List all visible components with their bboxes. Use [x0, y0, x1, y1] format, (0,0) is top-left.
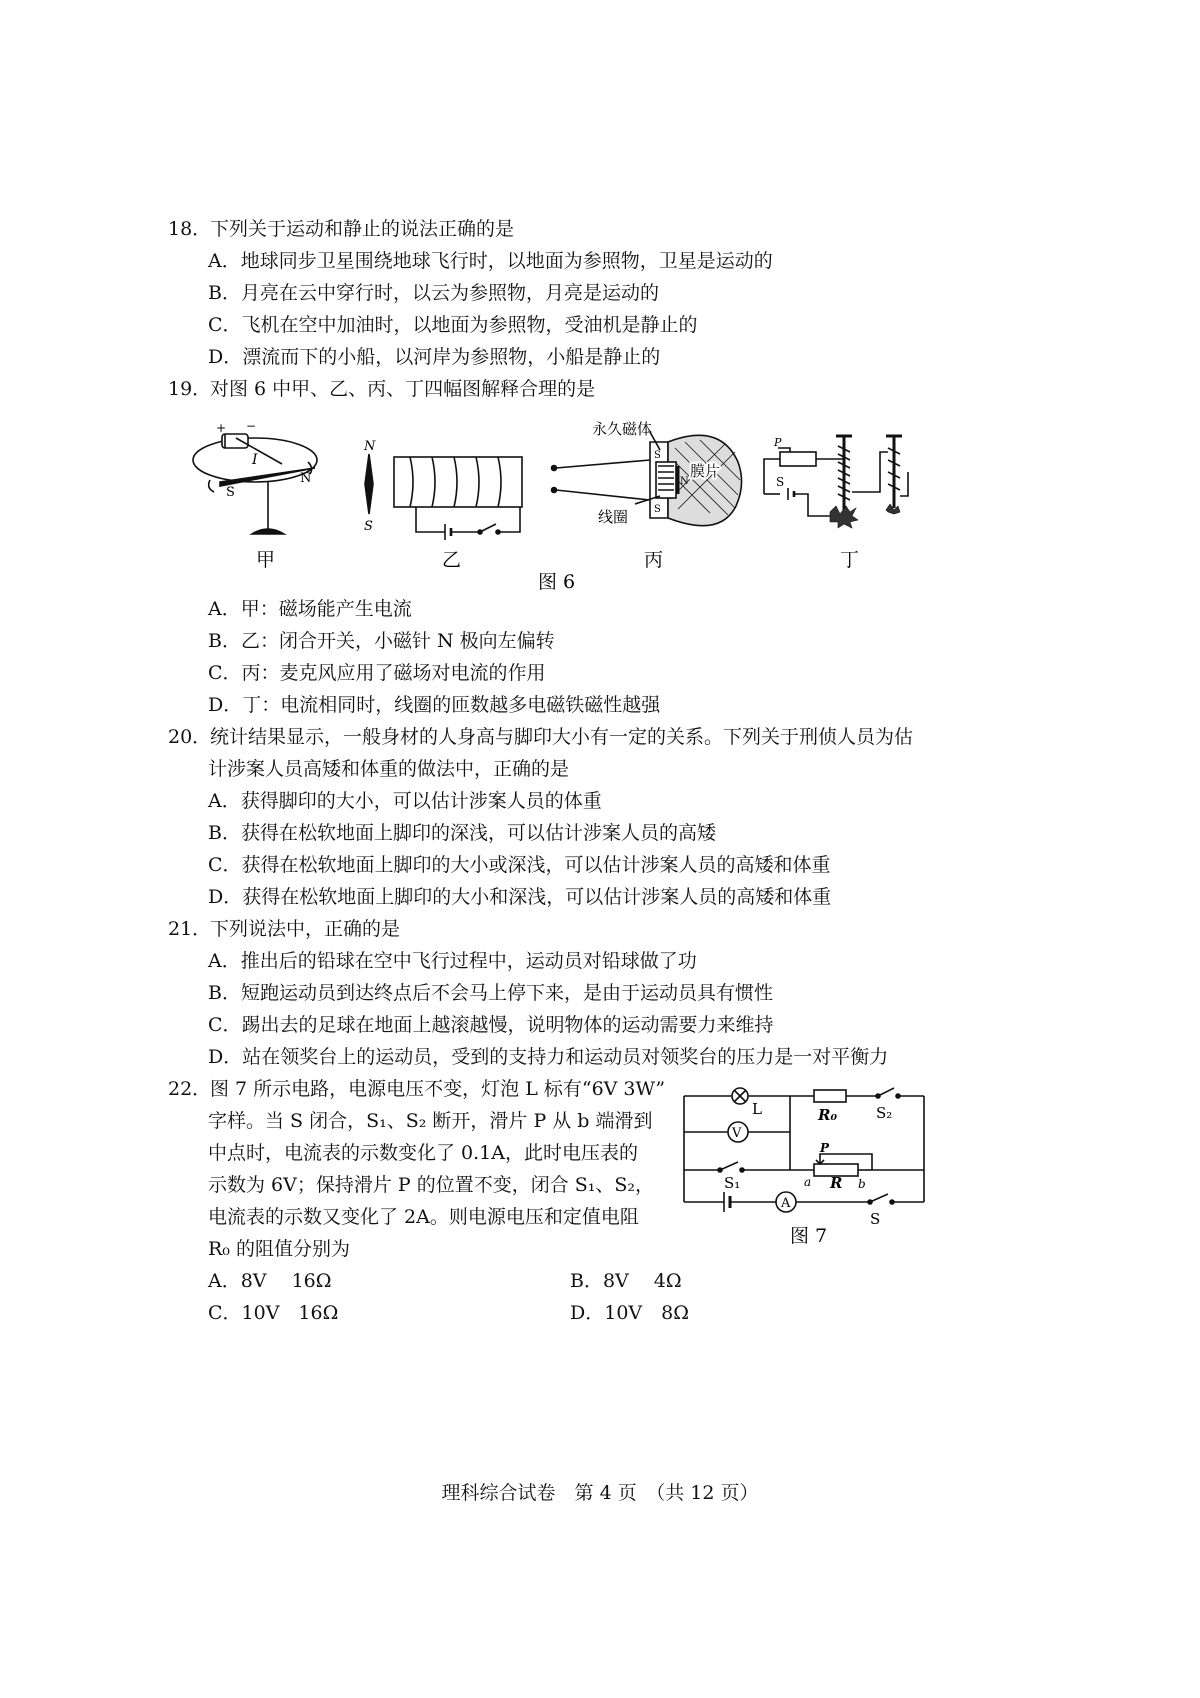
question-22-stem [168, 1072, 665, 1106]
label-V: V [732, 1126, 742, 1141]
coil-icon [410, 457, 501, 507]
q21-option-a: A．推出后的铅球在空中飞行过程中，运动员对铅球做了功 [208, 950, 697, 972]
q22-option-a: A．8V 16Ω [208, 1270, 332, 1292]
resistor-r0-icon [814, 1090, 846, 1102]
question-22-stem-line5: 电流表的示数又变化了 2A。则电源电压和定值电阻 [208, 1206, 639, 1228]
bing-s-bottom-label: S [654, 504, 661, 515]
bing-s-top-label: S [654, 450, 661, 461]
label-S2: S₂ [876, 1104, 893, 1122]
q22-option-c: C．10V 16Ω [208, 1302, 339, 1324]
label-S1: S₁ [724, 1174, 741, 1192]
q21-option-c: C．踢出去的足球在地面上越滚越慢，说明物体的运动需要力来维持 [208, 1014, 774, 1036]
jia-s-label: S [226, 485, 235, 500]
q19-option-c: C．丙：麦克风应用了磁场对电流的作用 [208, 662, 546, 684]
q20-option-c: C．获得在松软地面上脚印的大小或深浅，可以估计涉案人员的高矮和体重 [208, 854, 831, 876]
label-A: A [781, 1196, 791, 1211]
question-number: 21． [168, 918, 212, 940]
bing-membrane-label: 膜片 [690, 462, 721, 480]
question-number: 18． [168, 218, 212, 240]
question-text: 统计结果显示，一般身材的人身高与脚印大小有一定的关系。下列关于刑侦人员为估 [210, 726, 914, 748]
rheostat-icon [780, 452, 816, 466]
question-20-stem [168, 720, 913, 754]
q19-option-d: D．丁：电流相同时，线圈的匝数越多电磁铁磁性越强 [208, 694, 661, 716]
bing-n-label: N [680, 476, 689, 487]
figure-6-caption: 图 6 [538, 571, 576, 592]
label-L: L [752, 1100, 762, 1118]
label-a: a [804, 1175, 812, 1189]
label-R0: R₀ [818, 1106, 838, 1124]
switch-s1-icon [720, 1162, 738, 1170]
question-text: 图 7 所示电路，电源电压不变，灯泡 L 标有“6V 3W” [210, 1078, 666, 1100]
question-19-stem [168, 372, 595, 406]
q22-option-d: D．10V 8Ω [570, 1302, 689, 1324]
q20-option-b: B．获得在松软地面上脚印的深浅，可以估计涉案人员的高矮 [208, 822, 716, 844]
question-20-stem-line2: 计涉案人员高矮和体重的做法中，正确的是 [208, 758, 570, 780]
label-S: S [870, 1210, 881, 1228]
panel-label-yi: 乙 [442, 549, 462, 571]
yi-n-label: N [364, 439, 376, 454]
iron-filings-icon [830, 506, 858, 528]
q21-option-b: B．短跑运动员到达终点后不会马上停下来，是由于运动员具有惯性 [208, 982, 773, 1004]
switch-s-icon [870, 1194, 888, 1202]
ding-s-label: S [776, 475, 785, 489]
page-footer: 理科综合试卷 第 4 页 （共 12 页） [441, 1482, 759, 1504]
panel-ding [764, 436, 908, 528]
q18-option-b: B．月亮在云中穿行时，以云为参照物，月亮是运动的 [208, 282, 659, 304]
question-22-stem-line4: 示数为 6V；保持滑片 P 的位置不变，闭合 S₁、S₂， [208, 1174, 655, 1196]
q20-option-a: A．获得脚印的大小，可以估计涉案人员的体重 [208, 790, 602, 812]
q19-option-b: B．乙：闭合开关，小磁针 N 极向左偏转 [208, 630, 555, 652]
jia-plus-label: + [216, 421, 227, 435]
panel-jia [193, 434, 317, 534]
question-22-stem-line2: 字样。当 S 闭合，S₁、S₂ 断开，滑片 P 从 b 端滑到 [208, 1110, 653, 1132]
question-text: 对图 6 中甲、乙、丙、丁四幅图解释合理的是 [210, 378, 596, 400]
panel-label-jia: 甲 [256, 549, 276, 571]
rotation-arrow-icon [209, 480, 214, 492]
jia-n-label: N [300, 471, 312, 486]
switch-icon [480, 524, 496, 532]
question-text: 下列说法中，正确的是 [210, 918, 401, 940]
question-number: 22． [168, 1078, 212, 1100]
bing-magnet-label: 永久磁体 [592, 420, 653, 438]
panel-label-ding: 丁 [840, 549, 860, 571]
bing-coil-label: 线圈 [598, 508, 629, 526]
label-P: P [820, 1141, 830, 1155]
question-18-stem [168, 212, 514, 246]
ding-p-label: P [774, 436, 782, 449]
jia-current-label: I [252, 452, 258, 468]
q18-option-d: D．漂流而下的小船，以河岸为参照物，小船是静止的 [208, 346, 661, 368]
figure-7-caption: 图 7 [790, 1225, 828, 1247]
question-text: 下列关于运动和静止的说法正确的是 [210, 218, 515, 240]
question-21-stem [168, 912, 400, 946]
jia-minus-label: − [246, 419, 257, 433]
figure-6 [180, 412, 940, 592]
label-R: R [830, 1174, 843, 1192]
q19-option-a: A．甲：磁场能产生电流 [208, 598, 412, 620]
question-22-stem-line3: 中点时，电流表的示数变化了 0.1A，此时电压表的 [208, 1142, 638, 1164]
question-22-stem-line6: R₀ 的阻值分别为 [208, 1238, 350, 1260]
label-b: b [858, 1177, 866, 1191]
battery-icon [222, 434, 248, 448]
switch-s2-icon [878, 1088, 894, 1096]
question-number: 20． [168, 726, 212, 748]
figure-7 [672, 1074, 944, 1250]
compass-needle-icon [365, 454, 373, 514]
q18-option-a: A．地球同步卫星围绕地球飞行时，以地面为参照物，卫星是运动的 [208, 250, 773, 272]
q21-option-d: D．站在领奖台上的运动员，受到的支持力和运动员对领奖台的压力是一对平衡力 [208, 1046, 889, 1068]
q18-option-c: C．飞机在空中加油时，以地面为参照物，受油机是静止的 [208, 314, 698, 336]
q22-option-b: B．8V 4Ω [570, 1270, 682, 1292]
question-number: 19． [168, 378, 212, 400]
panel-yi [365, 454, 522, 540]
yi-s-label: S [364, 519, 373, 534]
panel-label-bing: 丙 [644, 549, 664, 571]
q20-option-d: D．获得在松软地面上脚印的大小和深浅，可以估计涉案人员的高矮和体重 [208, 886, 832, 908]
